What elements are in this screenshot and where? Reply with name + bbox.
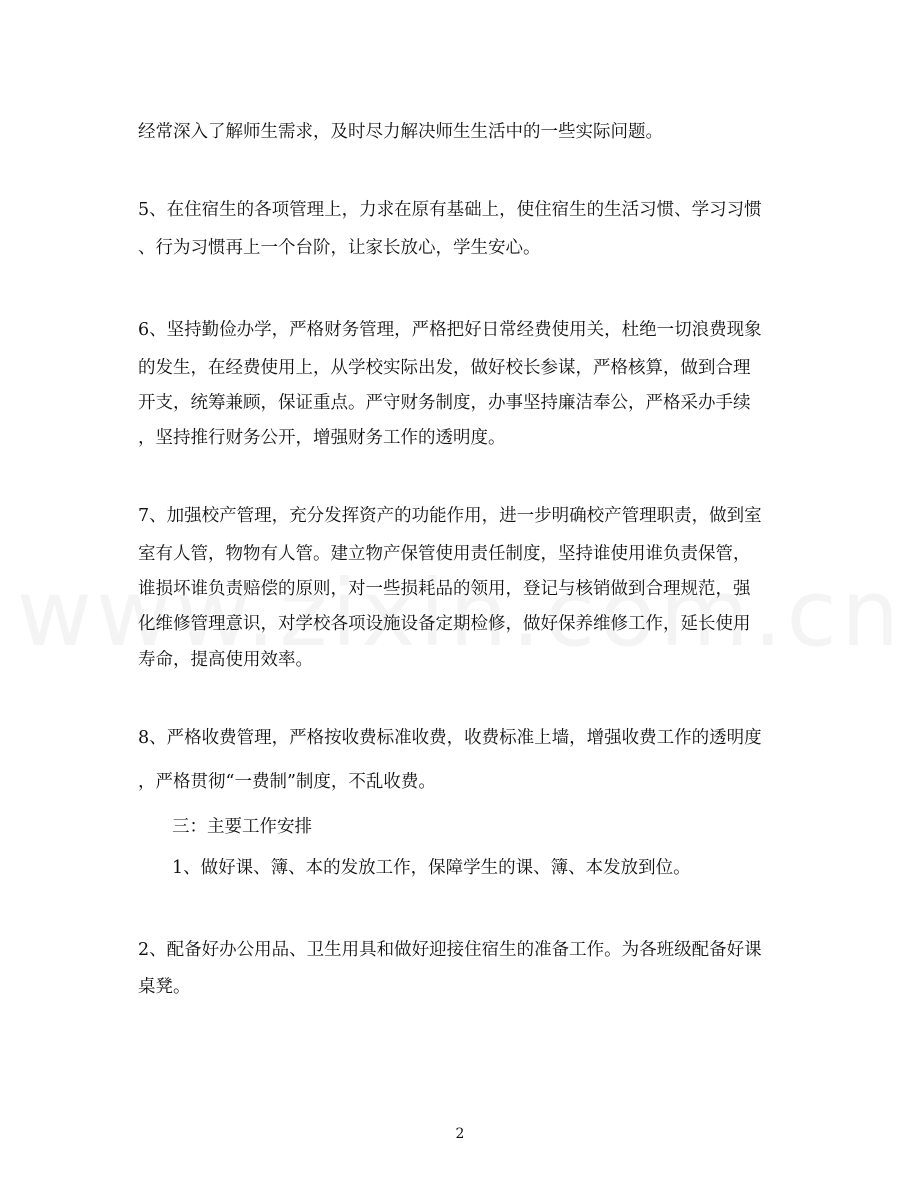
text-line: 寿命，提高使用效率。 (138, 650, 313, 670)
text-line: 谁损坏谁负责赔偿的原则，对一些损耗品的领用，登记与核销做到合理规范，强 (138, 579, 751, 599)
text-line: 6、坚持勤俭办学，严格财务管理，严格把好日常经费使用关，杜绝一切浪费现象 (138, 320, 762, 340)
text-line: 、行为习惯再上一个台阶，让家长放心，学生安心。 (138, 238, 541, 258)
text-line: 7、加强校产管理，充分发挥资产的功能作用，进一步明确校产管理职责，做到室 (138, 506, 762, 526)
text-line: 2、配备好办公用品、卫生用具和做好迎接住宿生的准备工作。为各班级配备好课 (138, 940, 762, 960)
text-line: 1、做好课、簿、本的发放工作，保障学生的课、簿、本发放到位。 (172, 858, 691, 878)
text-line: ，坚持推行财务公开，增强财务工作的透明度。 (138, 428, 506, 448)
text-line: 的发生，在经费使用上，从学校实际出发，做好校长参谋，严格核算，做到合理 (138, 358, 751, 378)
section-heading: 三：主要工作安排 (172, 817, 312, 837)
text-line: ，严格贯彻“一费制”制度，不乱收费。 (138, 772, 436, 792)
text-line: 室有人管，物物有人管。建立物产保管使用责任制度，坚持谁使用谁负责保管， (138, 544, 751, 564)
text-line: 桌凳。 (138, 977, 191, 997)
text-line: 8、严格收费管理，严格按收费标准收费，收费标准上墙，增强收费工作的透明度 (138, 728, 762, 748)
text-line: 5、在住宿生的各项管理上，力求在原有基础上，使住宿生的生活习惯、学习习惯 (138, 200, 762, 220)
text-line: 开支，统筹兼顾，保证重点。严守财务制度，办事坚持廉洁奉公，严格采办手续 (138, 393, 751, 413)
text-line: 经常深入了解师生需求，及时尽力解决师生生活中的一些实际问题。 (138, 122, 663, 142)
text-line: 化维修管理意识，对学校各项设施设备定期检修，做好保养维修工作，延长使用 (138, 614, 751, 634)
page-number: 2 (455, 1126, 465, 1142)
